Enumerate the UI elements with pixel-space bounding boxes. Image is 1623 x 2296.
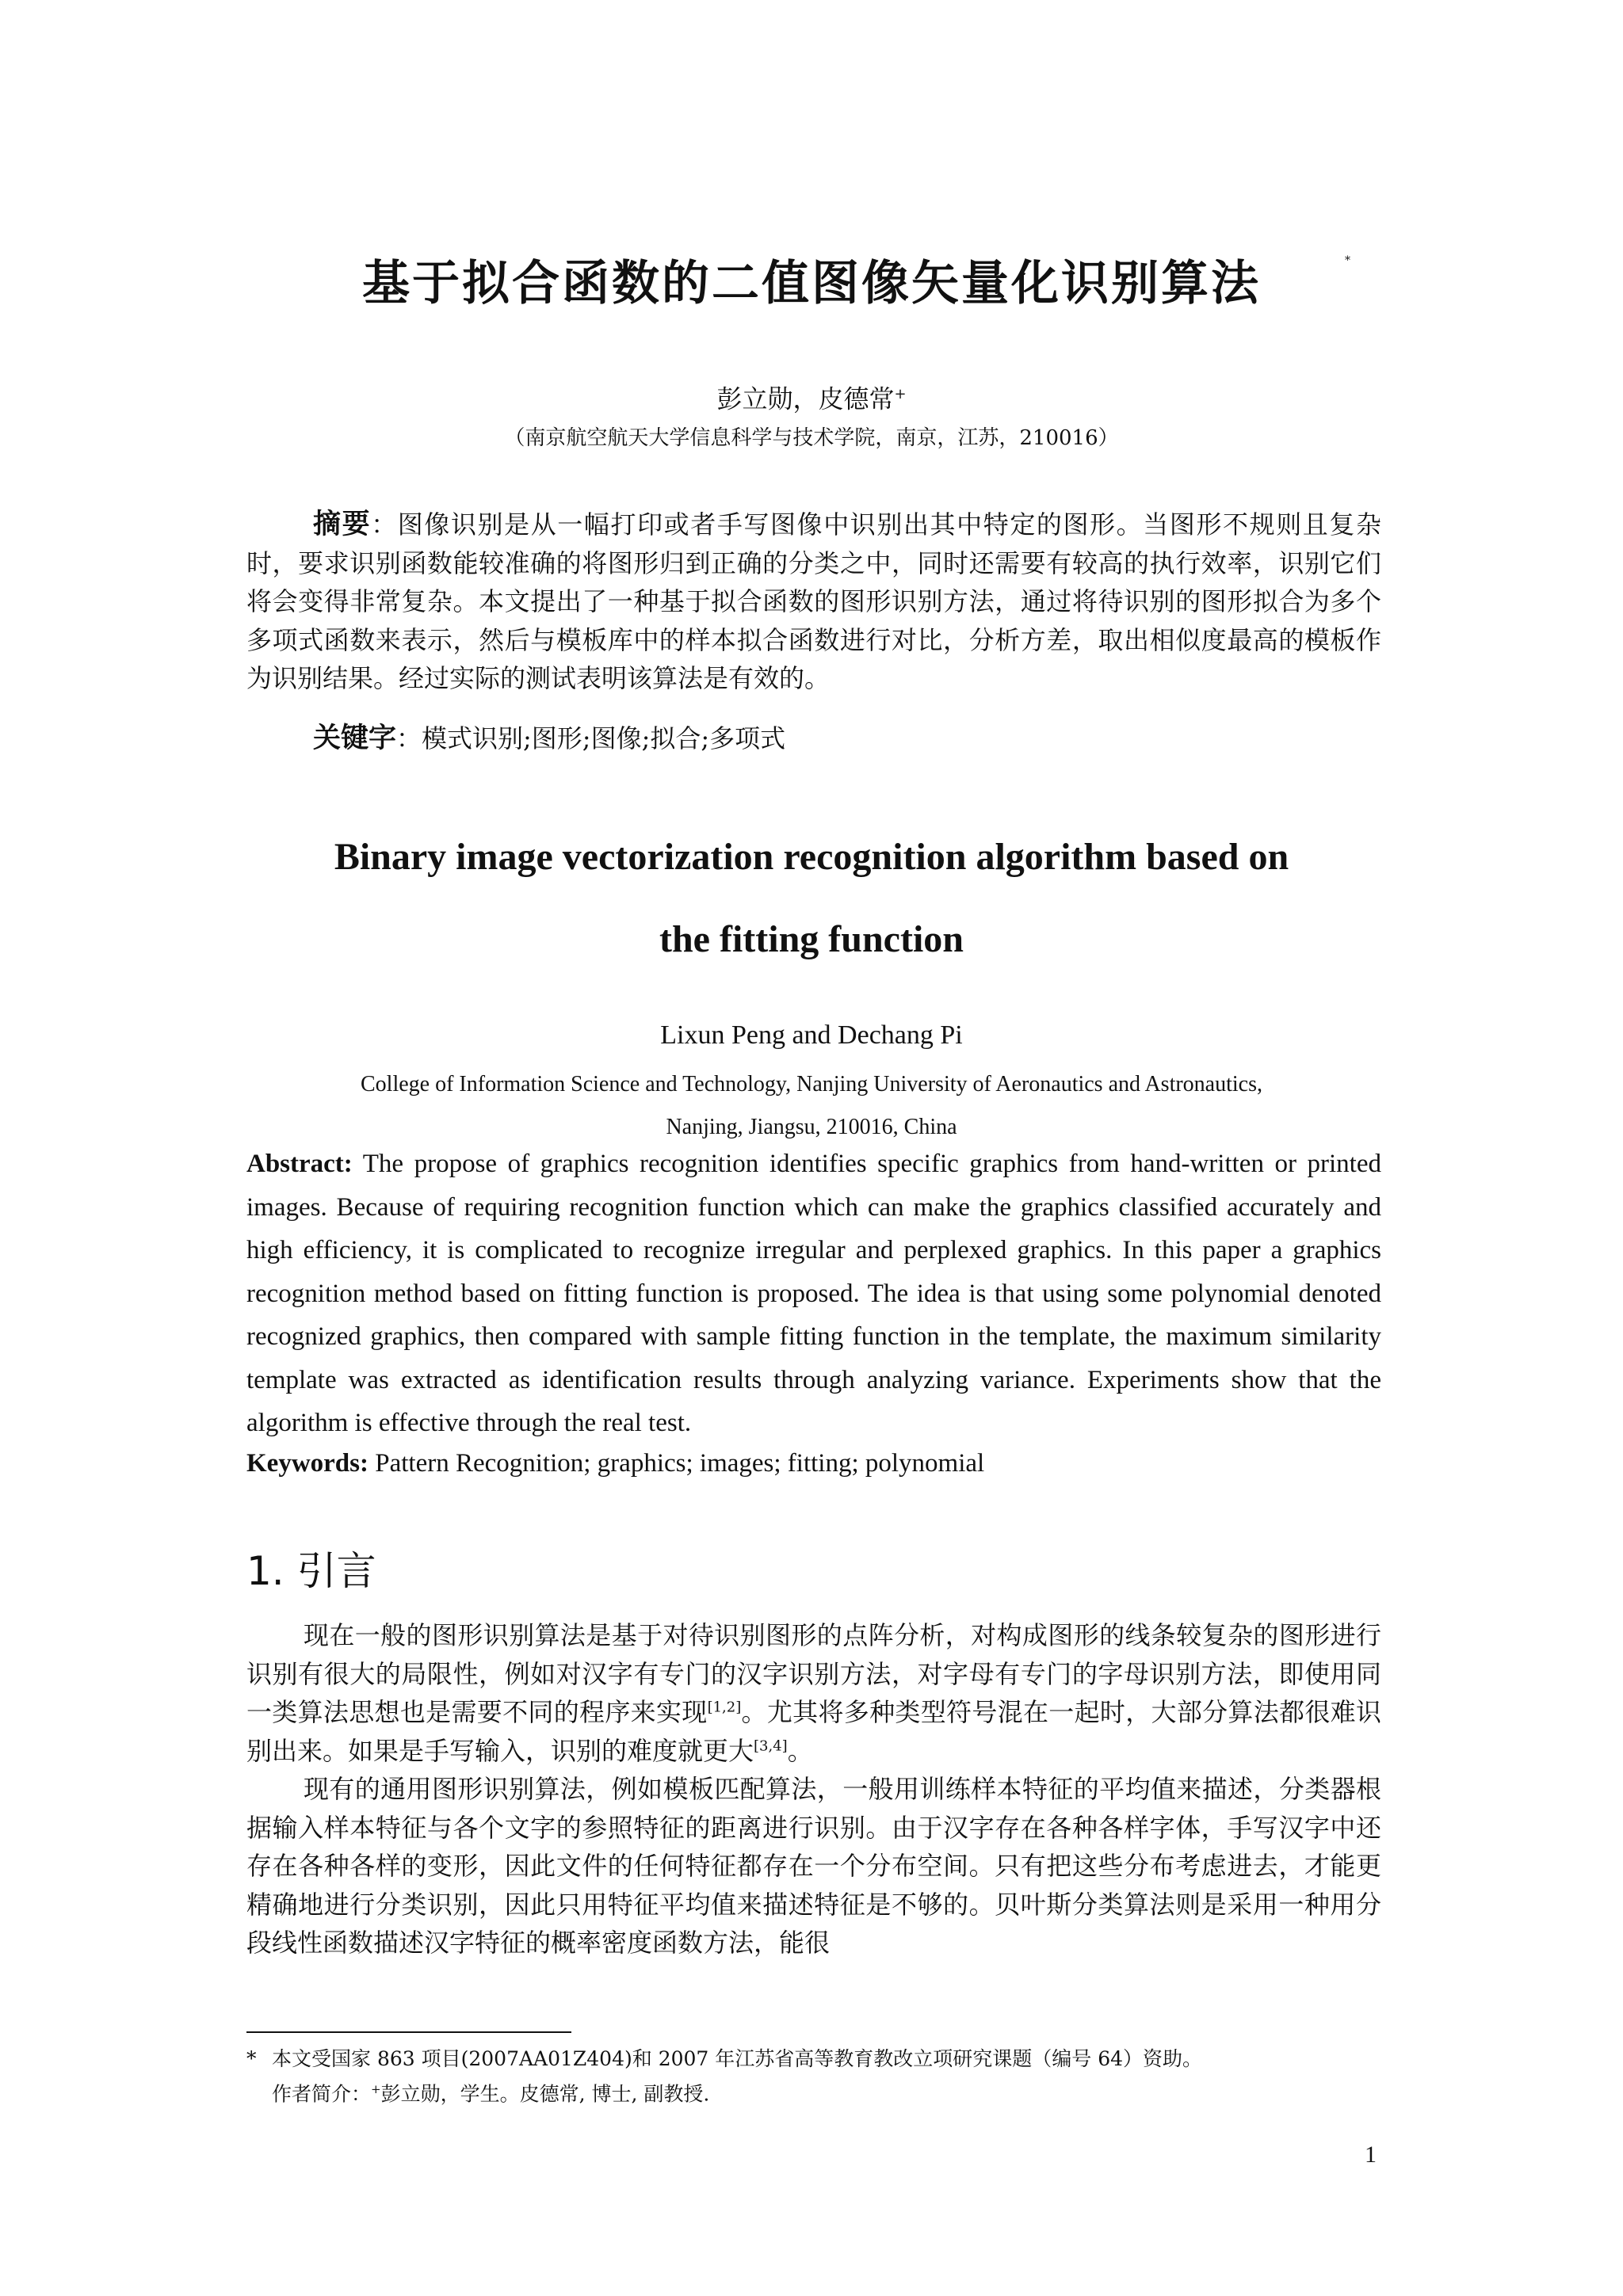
- paragraph-text: 现在一般的图形识别算法是基于对待识别图形的点阵分析，对构成图形的线条较复杂的图形进行识别有很大的局限性，例如对汉字有专门的汉字识别方法，对字母有专门的字母识别方法，即使用同一类算法思想也是需要不同的程序来实现: [246, 1620, 1381, 1727]
- title-footnote-mark: *: [1345, 254, 1350, 267]
- paragraph-text: 。: [787, 1735, 813, 1766]
- footnote-divider: [246, 2031, 571, 2033]
- english-keywords-text: Pattern Recognition; graphics; images; fitting; polynomial: [368, 1449, 985, 1478]
- footnote-funding-text: 本文受国家 863 项目(2007AA01Z404)和 2007 年江苏省高等教育教改立项研究课题（编号 64）资助。: [272, 2047, 1203, 2070]
- footnote: [246, 2044, 1381, 2109]
- english-affiliation-line-2: Nanjing, Jiangsu, 210016, China: [666, 1115, 957, 1139]
- english-title-line-2: the fitting function: [659, 918, 964, 960]
- chinese-authors: [0, 377, 1623, 417]
- paragraph-text: 。尤其将多种类型符号混在一起时，大部分算法都很难识别出来。如果是手写输入，识别的难度就更大: [246, 1697, 1381, 1766]
- english-authors: Lixun Peng and Dechang Pi: [660, 1020, 963, 1050]
- author-bio-text: 彭立勋，学生。皮德常, 博士, 副教授.: [380, 2082, 710, 2106]
- english-abstract-text: The propose of graphics recognition identifies specific graphics from hand-written or printed images. Because of requiring recognition function which can make the graphics classified accurately and high efficiency, it is complicated to recognize irregular and perplexed graphics. In this paper a graphics recognition method based on fitting function is proposed. The idea is that using some polynomial denoted recognized graphics, then compared with sample fitting function in the template, the maximum similarity template was extracted as identification results through analyzing variance. Experiments show that the algorithm is effective through the real test.: [246, 1150, 1381, 1437]
- english-title-line-1: Binary image vectorization recognition algorithm based on: [334, 836, 1289, 878]
- english-affiliation: [0, 1063, 1623, 1149]
- chinese-keywords-label: 关键字: [313, 723, 397, 754]
- english-abstract: [246, 1142, 1381, 1445]
- corresponding-author-mark: +: [894, 386, 907, 402]
- chinese-keywords-text: ：模式识别;图形;图像;拟合;多项式: [396, 723, 786, 753]
- chinese-abstract: [246, 505, 1381, 698]
- section-heading-introduction: 1. 引言: [246, 1548, 376, 1594]
- citation-ref: [1,2]: [707, 1699, 742, 1716]
- introduction-paragraph-2: 现有的通用图形识别算法，例如模板匹配算法，一般用训练样本特征的平均值来描述，分类器根据输入样本特征与各个文字的参照特征的距离进行识别。由于汉字存在各种各样字体，手写汉字中还存在各种各样的变形，因此文件的任何特征都存在一个分布空间。只有把这些分布考虑进去，才能更精确地进行分类识别，因此只用特征平均值来描述特征是不够的。贝叶斯分类算法则是采用一种用分段线性函数描述汉字特征的概率密度函数方法，能很: [246, 1774, 1381, 1958]
- chinese-abstract-text: ：图像识别是从一幅打印或者手写图像中识别出其中特定的图形。当图形不规则且复杂时，要求识别函数能较准确的将图形归到正确的分类之中，同时还需要有较高的执行效率，识别它们将会变得非常复杂。本文提出了一种基于拟合函数的图形识别方法，通过将待识别的图形拟合为多个多项式函数来表示，然后与模板库中的样本拟合函数进行对比，分析方差，取出相似度最高的模板作为识别结果。经过实际的测试表明该算法是有效的。: [246, 509, 1381, 693]
- footnote-line-1: [246, 2044, 1381, 2074]
- page-number: 1: [1365, 2142, 1377, 2168]
- english-keywords-label: Keywords:: [246, 1449, 369, 1478]
- introduction-paragraph-1: [246, 1616, 1381, 1770]
- footnote-line-2: [246, 2074, 1381, 2109]
- chinese-title: 基于拟合函数的二值图像矢量化识别算法: [362, 256, 1261, 311]
- author-bio-label: 作者简介：: [272, 2082, 372, 2106]
- chinese-abstract-label: 摘要: [313, 509, 372, 540]
- english-abstract-label: Abstract:: [246, 1150, 353, 1178]
- footnote-marker: *: [246, 2047, 257, 2070]
- author-bio-mark: +: [371, 2082, 381, 2096]
- chinese-author-names: 彭立勋，皮德常: [716, 383, 895, 414]
- citation-ref: [3,4]: [754, 1737, 788, 1754]
- english-keywords: [246, 1442, 1381, 1485]
- english-title: [0, 816, 1623, 981]
- chinese-keywords: [313, 719, 785, 757]
- chinese-affiliation: （南京航空航天大学信息科学与技术学院，南京，江苏，210016）: [504, 426, 1119, 450]
- introduction-body: [246, 1616, 1381, 1962]
- english-affiliation-line-1: College of Information Science and Technology, Nanjing University of Aeronautics and Astronautics,: [361, 1072, 1262, 1097]
